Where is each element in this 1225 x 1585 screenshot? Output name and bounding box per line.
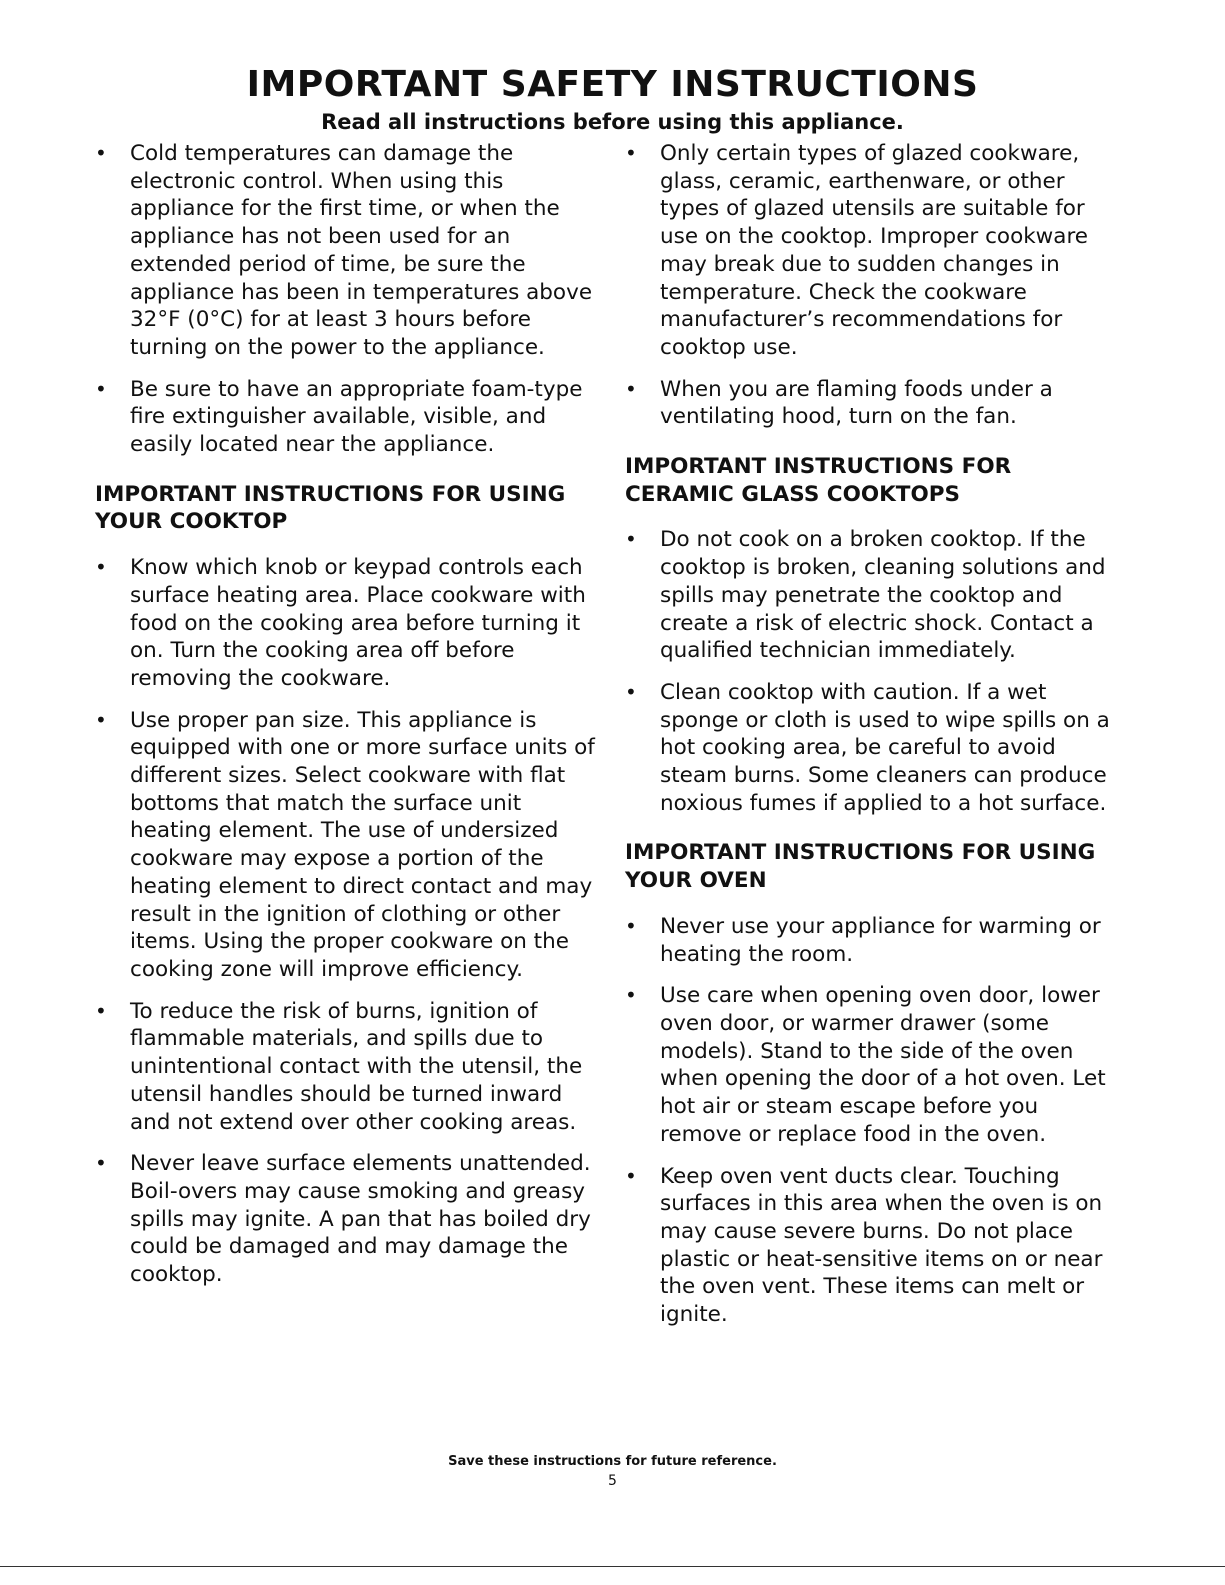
list-item: • When you are flaming foods under a ventilating hood, turn on the fan. <box>625 376 1125 431</box>
section-heading-oven: IMPORTANT INSTRUCTIONS FOR USING YOUR OVEN <box>625 840 1096 894</box>
cooktop-instructions-list <box>95 554 595 1289</box>
list-item: • Never use your appliance for warming or heating the room. <box>625 913 1125 968</box>
right-column <box>625 140 1125 1343</box>
list-item: • Keep oven vent ducts clear. Touching surfaces in this area when the oven is on may cause severe burns. Do not place plastic or heat-sensitive items on or near the oven vent. These items can melt or ignite. <box>625 1163 1125 1329</box>
list-item: • Clean cooktop with caution. If a wet sponge or cloth is used to wipe spills on a hot cooking area, be careful to avoid steam burns. Some cleaners can produce noxious fumes if applied to a hot surface. <box>625 679 1125 818</box>
cookware-safety-list <box>625 140 1125 431</box>
list-item: • To reduce the risk of burns, ignition of flammable materials, and spills due to unintentional contact with the utensil, the utensil handles should be turned inward and not extend over other cooking areas. <box>95 998 595 1137</box>
list-item: • Never leave surface elements unattended. Boil-overs may cause smoking and greasy spills may ignite. A pan that has boiled dry could be damaged and may damage the cooktop. <box>95 1150 595 1289</box>
list-item: • Cold temperatures can damage the electronic control. When using this appliance for the first time, or when the appliance has not been used for an extended period of time, be sure the appliance has been in temperatures above 32°F (0°C) for at least 3 hours before turning on the power to the appliance. <box>95 140 595 362</box>
section-heading-ceramic-glass: IMPORTANT INSTRUCTIONS FOR CERAMIC GLASS COOKTOPS <box>625 454 1012 507</box>
oven-instructions-list <box>625 913 1125 1329</box>
list-item: • Only certain types of glazed cookware, glass, ceramic, earthenware, or other types of glazed utensils are suitable for use on the cooktop. Improper cookware may break due to sudden changes in temperature. Check the cookware manufacturer’s recommendations for cooktop use. <box>625 140 1125 362</box>
general-safety-list <box>95 140 595 459</box>
bottom-divider <box>0 1566 1225 1567</box>
list-item: • Use proper pan size. This appliance is equipped with one or more surface units of different sizes. Select cookware with flat bottoms that match the surface unit heating element. The use of undersized cookware may expose a portion of the heating element to direct contact and may result in the ignition of clothing or other items. Using the proper cookware on the cooking zone will improve efficiency. <box>95 707 595 984</box>
left-column <box>95 140 595 1303</box>
section-heading-cooktop: IMPORTANT INSTRUCTIONS FOR USING YOUR COOKTOP <box>95 481 566 535</box>
page-title: IMPORTANT SAFETY INSTRUCTIONS <box>246 64 979 105</box>
ceramic-glass-instructions-list <box>625 526 1125 817</box>
footer-note: Save these instructions for future reference. <box>448 1454 777 1469</box>
list-item: • Do not cook on a broken cooktop. If the cooktop is broken, cleaning solutions and spills may penetrate the cooktop and create a risk of electric shock. Contact a qualified technician immediately. <box>625 526 1125 665</box>
list-item: • Be sure to have an appropriate foam-type fire extinguisher available, visible, and easily located near the appliance. <box>95 376 595 459</box>
list-item: • Know which knob or keypad controls each surface heating area. Place cookware with food on the cooking area before turning it on. Turn the cooking area off before removing the cookware. <box>95 554 595 693</box>
page-subtitle: Read all instructions before using this appliance. <box>321 110 904 134</box>
list-item: • Use care when opening oven door, lower oven door, or warmer drawer (some models). Stand to the side of the oven when opening the door of a hot oven. Let hot air or steam escape before you remove or replace food in the oven. <box>625 982 1125 1148</box>
page-number: 5 <box>608 1473 617 1489</box>
